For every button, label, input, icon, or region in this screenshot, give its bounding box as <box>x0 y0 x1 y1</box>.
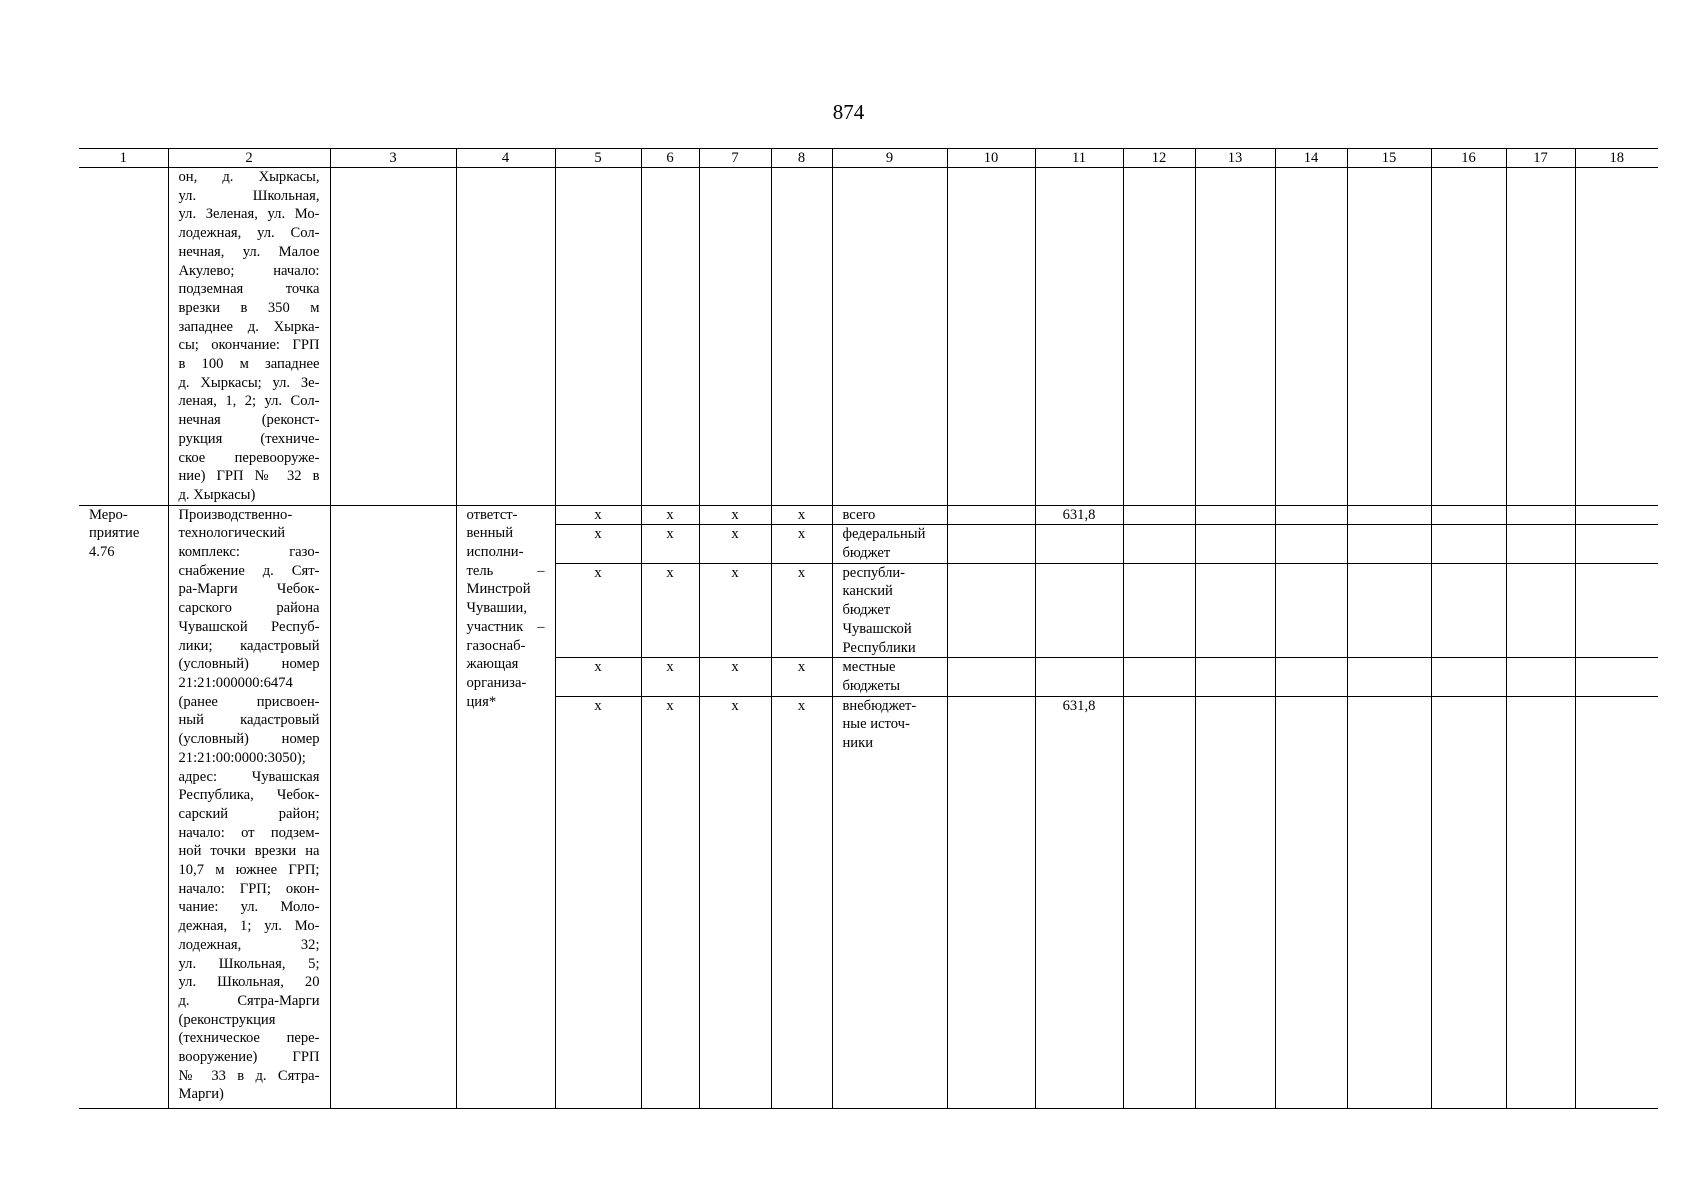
cell-10 <box>947 658 1035 696</box>
measure-description-line: (условный) номер <box>178 731 320 748</box>
cell-6: х <box>641 525 699 563</box>
cell-8: х <box>771 658 832 696</box>
measure-executor-line: жающая <box>466 656 519 673</box>
measure-description-line: ра-Марги Чебок- <box>178 581 320 598</box>
cell-8 <box>771 168 832 506</box>
continuation-description-line: лодежная, ул. Сол- <box>178 225 320 242</box>
cell-5: х <box>555 658 641 696</box>
cell-5: х <box>555 563 641 658</box>
funding-source: всего <box>832 505 947 525</box>
measure-description-line: (реконструкция <box>178 1011 276 1028</box>
measure-executor-line: Чувашии, <box>466 600 527 617</box>
continuation-description-line: подземная точка <box>178 281 320 298</box>
continuation-description-line: западнее д. Хырка- <box>178 318 320 335</box>
measure-description-line: Марги) <box>178 1086 224 1103</box>
cell-18 <box>1575 658 1658 696</box>
measure-description-line: начало: ГРП; окон- <box>178 880 320 897</box>
measure-description-line: (условный) номер <box>178 656 320 673</box>
cell-12 <box>1123 696 1195 1108</box>
measure-description <box>179 506 320 1105</box>
cell-12 <box>1123 658 1195 696</box>
amount-col-11 <box>1035 563 1123 658</box>
cell-16 <box>1431 563 1506 658</box>
cell-6: х <box>641 505 699 525</box>
cell-9 <box>832 168 947 506</box>
cell-12 <box>1123 525 1195 563</box>
measure-description-line: технологический <box>178 525 286 542</box>
cell-14 <box>1275 563 1347 658</box>
funding-source: федеральный бюджет <box>832 525 947 563</box>
measure-description-line: начало: от подзем- <box>178 824 320 841</box>
measure-executor-line: тель – <box>466 562 545 579</box>
column-header-15: 15 <box>1347 149 1431 168</box>
measure-executor <box>456 505 555 1108</box>
cell-17 <box>1506 525 1575 563</box>
cell-8: х <box>771 525 832 563</box>
cell-6 <box>641 168 699 506</box>
cell-5: х <box>555 696 641 1108</box>
measure-description-line: сарский район; <box>178 805 320 822</box>
cell-7 <box>699 168 771 506</box>
continuation-description-line: д. Хыркасы; ул. Зе- <box>178 374 320 391</box>
measure-description-line: вооружение) ГРП <box>178 1049 320 1066</box>
continuation-description-line: ское перевооруже- <box>178 449 320 466</box>
continuation-description-line: рукция (техниче- <box>178 430 320 447</box>
cell-18 <box>1575 696 1658 1108</box>
column-header-3: 3 <box>330 149 456 168</box>
measure-description-line: № 33 в д. Сятра- <box>178 1067 320 1084</box>
measure-executor-line: венный <box>466 525 514 542</box>
cell-15 <box>1347 696 1431 1108</box>
column-header-10: 10 <box>947 149 1035 168</box>
column-header-6: 6 <box>641 149 699 168</box>
cell-18 <box>1575 505 1658 525</box>
cell-13 <box>1195 525 1275 563</box>
cell-13 <box>1195 168 1275 506</box>
cell-13 <box>1195 505 1275 525</box>
cell-16 <box>1431 696 1506 1108</box>
measure-executor-line: Минстрой <box>466 581 531 598</box>
measure-description-line: д. Сятра-Марги <box>178 992 320 1009</box>
amount-col-11 <box>1035 525 1123 563</box>
measure-number: Меро- приятие 4.76 <box>79 505 168 1108</box>
column-header-18: 18 <box>1575 149 1658 168</box>
funding-source: местные бюджеты <box>832 658 947 696</box>
cell-10 <box>947 696 1035 1108</box>
cell-12 <box>1123 168 1195 506</box>
column-header-11: 11 <box>1035 149 1123 168</box>
column-header-14: 14 <box>1275 149 1347 168</box>
cell-10 <box>947 168 1035 506</box>
measure-executor-line: исполни- <box>466 544 524 561</box>
amount-col-11: 631,8 <box>1035 696 1123 1108</box>
page-number: 874 <box>832 100 865 124</box>
measure-description-line: снабжение д. Сят- <box>178 562 320 579</box>
measure-executor-line: газоснаб- <box>466 637 526 654</box>
measure-description-line: (ранее присвоен- <box>178 693 320 710</box>
cell-15 <box>1347 658 1431 696</box>
measure-description-line: Республика, Чебок- <box>178 787 320 804</box>
amount-col-11 <box>1035 658 1123 696</box>
measure-description-line: ный кадастровый <box>178 712 320 729</box>
column-header-13: 13 <box>1195 149 1275 168</box>
column-header-7: 7 <box>699 149 771 168</box>
column-header-16: 16 <box>1431 149 1506 168</box>
column-header-4: 4 <box>456 149 555 168</box>
cell-14 <box>1275 696 1347 1108</box>
cell-8: х <box>771 696 832 1108</box>
measure-description-line: 21:21:00:0000:3050); <box>178 749 306 766</box>
table-row-continuation <box>79 168 1658 506</box>
column-header-12: 12 <box>1123 149 1195 168</box>
cell-15 <box>1347 168 1431 506</box>
cell-6: х <box>641 563 699 658</box>
column-header-17: 17 <box>1506 149 1575 168</box>
cell-13 <box>1195 658 1275 696</box>
measure-description-line: ул. Школьная, 5; <box>178 955 320 972</box>
measure-description-line: Чувашской Респуб- <box>178 618 320 635</box>
cell-12 <box>1123 505 1195 525</box>
cell-8: х <box>771 563 832 658</box>
cell-17 <box>1506 505 1575 525</box>
column-header-9: 9 <box>832 149 947 168</box>
continuation-description-line: он, д. Хыркасы, <box>178 169 320 185</box>
cell-15 <box>1347 505 1431 525</box>
measure-description-line: лодежная, 32; <box>178 936 320 953</box>
cell-7: х <box>699 658 771 696</box>
cell-7: х <box>699 563 771 658</box>
funding-source: республи- канский бюджет Чувашской Республики <box>832 563 947 658</box>
cell-16 <box>1431 505 1506 525</box>
cell-10 <box>947 525 1035 563</box>
table-row <box>79 505 1658 525</box>
cell-5: х <box>555 525 641 563</box>
continuation-description-line: ние) ГРП № 32 в <box>178 468 320 485</box>
cell-5 <box>555 168 641 506</box>
cell-15 <box>1347 525 1431 563</box>
funding-source: внебюджет- ные источ- ники <box>832 696 947 1108</box>
column-header-5: 5 <box>555 149 641 168</box>
continuation-description-line: нечная (реконст- <box>178 412 320 429</box>
cell-13 <box>1195 563 1275 658</box>
measure-executor <box>467 506 545 712</box>
cell-16 <box>1431 658 1506 696</box>
cell-14 <box>1275 658 1347 696</box>
cell-16 <box>1431 168 1506 506</box>
measure-description-line: 21:21:000000:6474 <box>178 674 293 691</box>
cell-18 <box>1575 563 1658 658</box>
continuation-description <box>179 168 320 505</box>
continuation-description-line: в 100 м западнее <box>178 356 320 373</box>
cell-17 <box>1506 563 1575 658</box>
cell-3 <box>330 168 456 506</box>
continuation-description-line: сы; окончание: ГРП <box>178 337 320 354</box>
cell-7: х <box>699 505 771 525</box>
cell-16 <box>1431 525 1506 563</box>
column-header-8: 8 <box>771 149 832 168</box>
cell-7: х <box>699 525 771 563</box>
measure-description-line: адрес: Чувашская <box>178 768 320 785</box>
budget-table <box>79 148 1658 1109</box>
cell-17 <box>1506 658 1575 696</box>
measure-description-line: дежная, 1; ул. Мо- <box>178 918 320 935</box>
measure-description-line: чание: ул. Моло- <box>178 899 320 916</box>
cell-14 <box>1275 505 1347 525</box>
measure-executor-line: ция* <box>466 693 497 710</box>
measure-description-line: ной точки врезки на <box>178 843 320 860</box>
cell-17 <box>1506 696 1575 1108</box>
cell-5: х <box>555 505 641 525</box>
cell-13 <box>1195 696 1275 1108</box>
cell-14 <box>1275 525 1347 563</box>
amount-col-11: 631,8 <box>1035 505 1123 525</box>
continuation-description-line: леная, 1, 2; ул. Сол- <box>178 393 320 410</box>
continuation-description-line: ул. Школьная, <box>178 187 320 204</box>
measure-description-line: комплекс: газо- <box>178 544 320 561</box>
cell-18 <box>1575 525 1658 563</box>
continuation-description-line: д. Хыркасы) <box>178 486 256 503</box>
cell-10 <box>947 505 1035 525</box>
column-header-1: 1 <box>79 149 168 168</box>
continuation-description-line: Акулево; начало: <box>178 262 320 279</box>
cell-8: х <box>771 505 832 525</box>
cell-10 <box>947 563 1035 658</box>
cell-17 <box>1506 168 1575 506</box>
measure-description-line: ул. Школьная, 20 <box>178 974 320 991</box>
measure-description-line: Производственно- <box>178 506 293 523</box>
measure-description <box>168 505 330 1108</box>
measure-description-line: сарского района <box>178 600 320 617</box>
measure-description-line: лики; кадастровый <box>178 637 320 654</box>
column-header-2: 2 <box>168 149 330 168</box>
continuation-description-line: ул. Зеленая, ул. Мо- <box>178 206 320 223</box>
measure-executor-line: организа- <box>466 674 527 691</box>
cell-12 <box>1123 563 1195 658</box>
cell-14 <box>1275 168 1347 506</box>
continuation-description-line: врезки в 350 м <box>178 299 320 316</box>
cell-15 <box>1347 563 1431 658</box>
measure-executor-line: ответст- <box>466 506 518 523</box>
header-row <box>79 149 1658 168</box>
measure-description-line: (техническое пере- <box>178 1030 320 1047</box>
cell-18 <box>1575 168 1658 506</box>
measure-executor-line: участник – <box>466 618 545 635</box>
measure-col-3 <box>330 505 456 1108</box>
measure-description-line: 10,7 м южнее ГРП; <box>178 862 320 879</box>
cell-1 <box>79 168 168 506</box>
cell-11 <box>1035 168 1123 506</box>
cell-6: х <box>641 658 699 696</box>
continuation-description-line: нечная, ул. Малое <box>178 243 320 260</box>
cell-6: х <box>641 696 699 1108</box>
cell-4 <box>456 168 555 506</box>
cell-2-description <box>168 168 330 506</box>
cell-7: х <box>699 696 771 1108</box>
